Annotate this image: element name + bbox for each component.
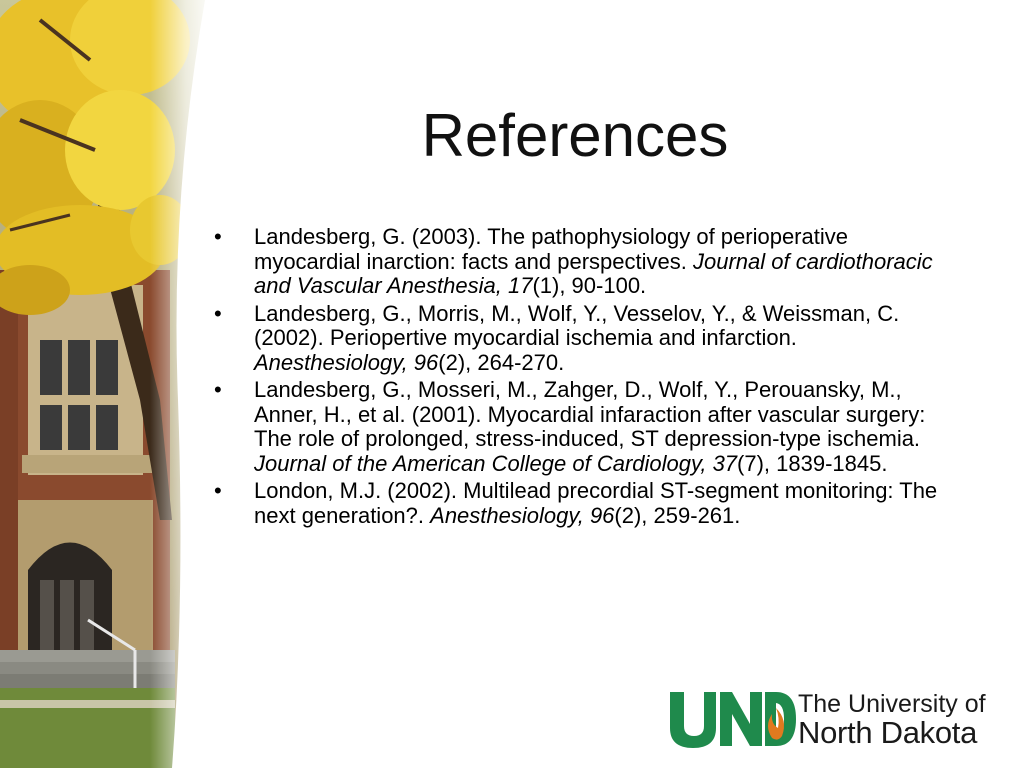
bullet: • <box>214 300 222 326</box>
reference-journal: Journal of cardiothoracic and Vascular Anesthesia, 17 <box>254 248 933 298</box>
reference-pages: (2), 264-270. <box>438 349 565 375</box>
reference-text <box>254 302 954 376</box>
reference-item <box>214 302 954 376</box>
und-monogram-icon <box>668 688 798 750</box>
reference-item <box>214 225 954 299</box>
reference-item <box>214 479 954 528</box>
reference-citation: Landesberg, G., Mosseri, M., Zahger, D., Wolf, Y., Perouansky, M., Anner, H., et al. (2001). Myocardial infaraction after vascular surgery: The role of prolonged, stress-induced, ST depression-type ischemia. <box>254 377 926 451</box>
reference-journal: Anesthesiology, 96 <box>254 349 439 375</box>
reference-text <box>254 479 954 528</box>
und-logo <box>668 688 998 750</box>
reference-journal: Journal of the American College of Cardiology, 37 <box>254 450 738 476</box>
logo-text-line2: North Dakota <box>798 715 978 750</box>
reference-text <box>254 378 954 476</box>
campus-photo-panel <box>0 0 215 768</box>
reference-journal: Anesthesiology, 96 <box>430 502 615 528</box>
logo-text-line1: The University of <box>798 690 986 718</box>
reference-pages: (7), 1839-1845. <box>737 450 888 476</box>
slide-title: References <box>421 102 729 169</box>
campus-photo-illustration <box>0 0 215 768</box>
reference-item <box>214 378 954 476</box>
reference-citation: Landesberg, G., Morris, M., Wolf, Y., Vesselov, Y., & Weissman, C. (2002). Periopertive myocardial ischemia and infarction. <box>254 300 900 350</box>
bullet: • <box>214 224 222 249</box>
references-list <box>214 225 954 531</box>
bullet: • <box>214 478 222 503</box>
bullet: • <box>214 377 222 402</box>
reference-citation: Landesberg, G. (2003). The pathophysiology of perioperative myocardial inarction: facts and perspectives. <box>254 224 848 274</box>
reference-text <box>254 225 954 299</box>
reference-citation: London, M.J. (2002). Multilead precordial ST-segment monitoring: The next generation?. <box>254 478 938 528</box>
reference-pages: (2), 259-261. <box>614 502 741 528</box>
reference-pages: (1), 90-100. <box>532 273 647 298</box>
